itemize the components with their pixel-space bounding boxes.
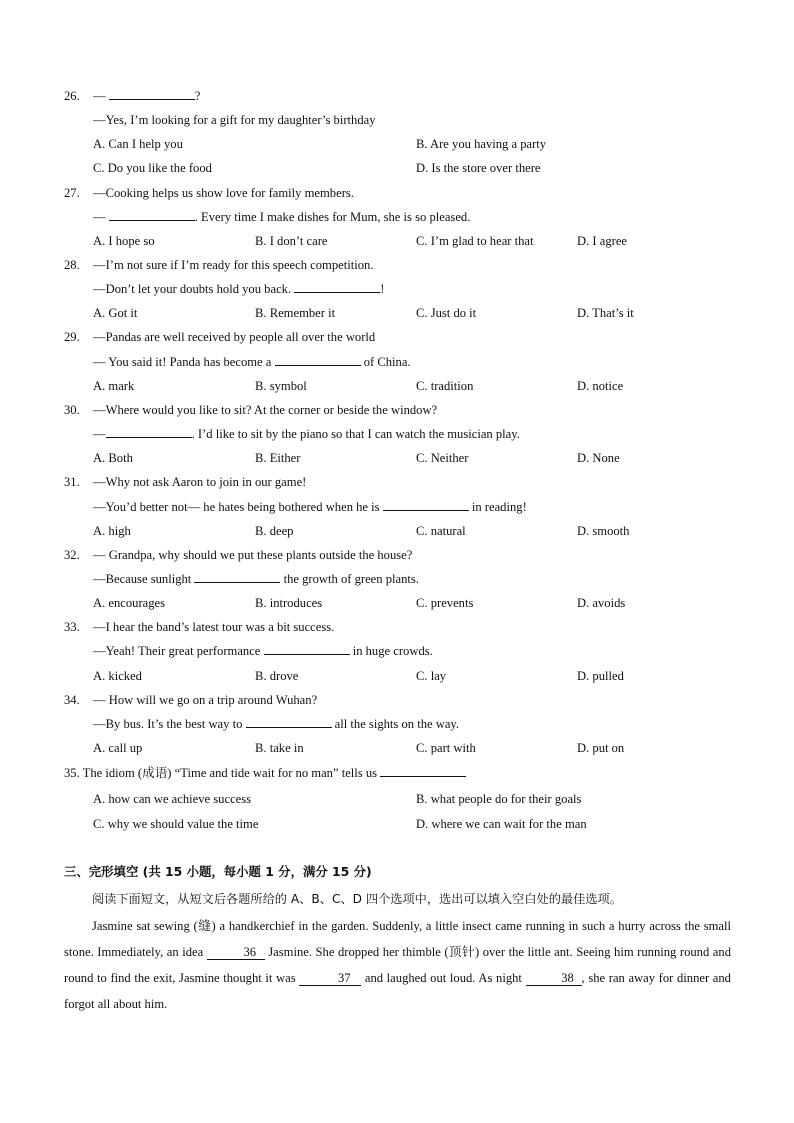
answer-blank[interactable] bbox=[246, 716, 332, 728]
option-c[interactable]: C. Neither bbox=[416, 451, 469, 465]
option-b[interactable]: B. I don’t care bbox=[255, 234, 328, 248]
question-number: 34. bbox=[64, 693, 80, 707]
option-b[interactable]: B. Either bbox=[255, 451, 301, 465]
option-a[interactable]: A. Both bbox=[93, 451, 133, 465]
option-c[interactable]: C. tradition bbox=[416, 379, 474, 393]
question-number: 32. bbox=[64, 548, 80, 562]
answer-blank[interactable] bbox=[264, 643, 350, 655]
answer-blank[interactable] bbox=[109, 88, 195, 100]
option-c[interactable]: C. I’m glad to hear that bbox=[416, 234, 534, 248]
section-instruction: 阅读下面短文，从短文后各题所给的 A、B、C、D 四个选项中，选出可以填入空白处的最佳选项。 bbox=[92, 892, 622, 906]
section-title: 三、完形填空 (共 15 小题，每小题 1 分，满分 15 分) bbox=[64, 864, 372, 879]
question-line: —Pandas are well received by people all over the world bbox=[93, 330, 376, 344]
cloze-passage: Jasmine sat sewing (缝) a handkerchief in the garden. Suddenly, a little insect came running in such a hurry across the small stone. Immediately, an idea 36 Jasmine. She dropped her thimble (顶针) over the little ant. Seeing him running round and round to find the exit, Jasmine thought it was 37 and laughed out loud. As night 38 , she ran away for dinner and forgot all about him. bbox=[64, 919, 731, 1011]
question-number: 31. bbox=[64, 475, 80, 489]
option-c[interactable]: C. part with bbox=[416, 741, 476, 755]
question-line: —You’d better not— he hates being bothered when he is in reading! bbox=[93, 500, 527, 514]
question-line: —Yeah! Their great performance in huge crowds. bbox=[93, 644, 433, 658]
question-number: 26. bbox=[64, 89, 80, 103]
option-b[interactable]: B. drove bbox=[255, 669, 299, 683]
option-d[interactable]: D. put on bbox=[577, 741, 625, 755]
option-b[interactable]: B. deep bbox=[255, 524, 294, 538]
option-a[interactable]: A. high bbox=[93, 524, 131, 538]
question-line: —I hear the band’s latest tour was a bit success. bbox=[93, 620, 335, 634]
option-d[interactable]: D. notice bbox=[577, 379, 624, 393]
question-number: 28. bbox=[64, 258, 80, 272]
option-b[interactable]: B. Remember it bbox=[255, 306, 336, 320]
option-c[interactable]: C. lay bbox=[416, 669, 447, 683]
option-c[interactable]: C. Do you like the food bbox=[93, 161, 212, 175]
option-d[interactable]: D. That’s it bbox=[577, 306, 634, 320]
option-a[interactable]: A. call up bbox=[93, 741, 143, 755]
option-b[interactable]: B. take in bbox=[255, 741, 304, 755]
question-number: 33. bbox=[64, 620, 80, 634]
question-line: — You said it! Panda has become a of China. bbox=[93, 355, 411, 369]
option-b[interactable]: B. introduces bbox=[255, 596, 323, 610]
question-line: —By bus. It’s the best way to all the sights on the way. bbox=[93, 717, 460, 731]
option-c[interactable]: C. why we should value the time bbox=[93, 817, 259, 831]
option-d[interactable]: D. where we can wait for the man bbox=[416, 817, 587, 831]
question-line: 35. The idiom (成语) “Time and tide wait for no man” tells us bbox=[64, 765, 466, 781]
question-line: — ? bbox=[93, 89, 201, 103]
answer-blank[interactable] bbox=[380, 765, 466, 777]
question-line: —Don’t let your doubts hold you back. ! bbox=[93, 282, 385, 296]
option-d[interactable]: D. pulled bbox=[577, 669, 624, 683]
answer-blank[interactable] bbox=[294, 281, 380, 293]
question-line: —Cooking helps us show love for family members. bbox=[93, 186, 354, 200]
option-d[interactable]: D. I agree bbox=[577, 234, 627, 248]
option-a[interactable]: A. how can we achieve success bbox=[93, 792, 252, 806]
question-number: 29. bbox=[64, 330, 80, 344]
option-d[interactable]: D. Is the store over there bbox=[416, 161, 541, 175]
option-a[interactable]: A. kicked bbox=[93, 669, 142, 683]
answer-blank[interactable] bbox=[383, 499, 469, 511]
question-line: —Why not ask Aaron to join in our game! bbox=[93, 475, 307, 489]
question-line: —Because sunlight the growth of green plants. bbox=[93, 572, 419, 586]
question-line: — . Every time I make dishes for Mum, she is so pleased. bbox=[93, 210, 471, 224]
question-number: 27. bbox=[64, 186, 80, 200]
option-a[interactable]: A. encourages bbox=[93, 596, 166, 610]
question-line: —I’m not sure if I’m ready for this speech competition. bbox=[93, 258, 374, 272]
option-d[interactable]: D. None bbox=[577, 451, 620, 465]
option-d[interactable]: D. avoids bbox=[577, 596, 626, 610]
question-line: — How will we go on a trip around Wuhan? bbox=[93, 693, 318, 707]
option-c[interactable]: C. natural bbox=[416, 524, 466, 538]
option-a[interactable]: A. mark bbox=[93, 379, 135, 393]
cloze-blank-36[interactable]: 36 bbox=[207, 945, 265, 960]
cloze-blank-37[interactable]: 37 bbox=[299, 971, 361, 986]
option-b[interactable]: B. what people do for their goals bbox=[416, 792, 582, 806]
question-line: —Where would you like to sit? At the corner or beside the window? bbox=[93, 403, 438, 417]
option-d[interactable]: D. smooth bbox=[577, 524, 630, 538]
question-line: — . I’d like to sit by the piano so that I can watch the musician play. bbox=[93, 427, 520, 441]
answer-blank[interactable] bbox=[194, 571, 280, 583]
cloze-blank-38[interactable]: 38 bbox=[526, 971, 582, 986]
option-b[interactable]: B. Are you having a party bbox=[416, 137, 547, 151]
question-number: 30. bbox=[64, 403, 80, 417]
answer-blank[interactable] bbox=[106, 426, 192, 438]
option-c[interactable]: C. Just do it bbox=[416, 306, 477, 320]
option-a[interactable]: A. Got it bbox=[93, 306, 138, 320]
option-c[interactable]: C. prevents bbox=[416, 596, 474, 610]
answer-blank[interactable] bbox=[109, 209, 195, 221]
question-line: — Grandpa, why should we put these plants outside the house? bbox=[93, 548, 413, 562]
option-a[interactable]: A. I hope so bbox=[93, 234, 155, 248]
question-line: —Yes, I’m looking for a gift for my daughter’s birthday bbox=[93, 113, 376, 127]
option-b[interactable]: B. symbol bbox=[255, 379, 307, 393]
option-a[interactable]: A. Can I help you bbox=[93, 137, 183, 151]
answer-blank[interactable] bbox=[275, 354, 361, 366]
